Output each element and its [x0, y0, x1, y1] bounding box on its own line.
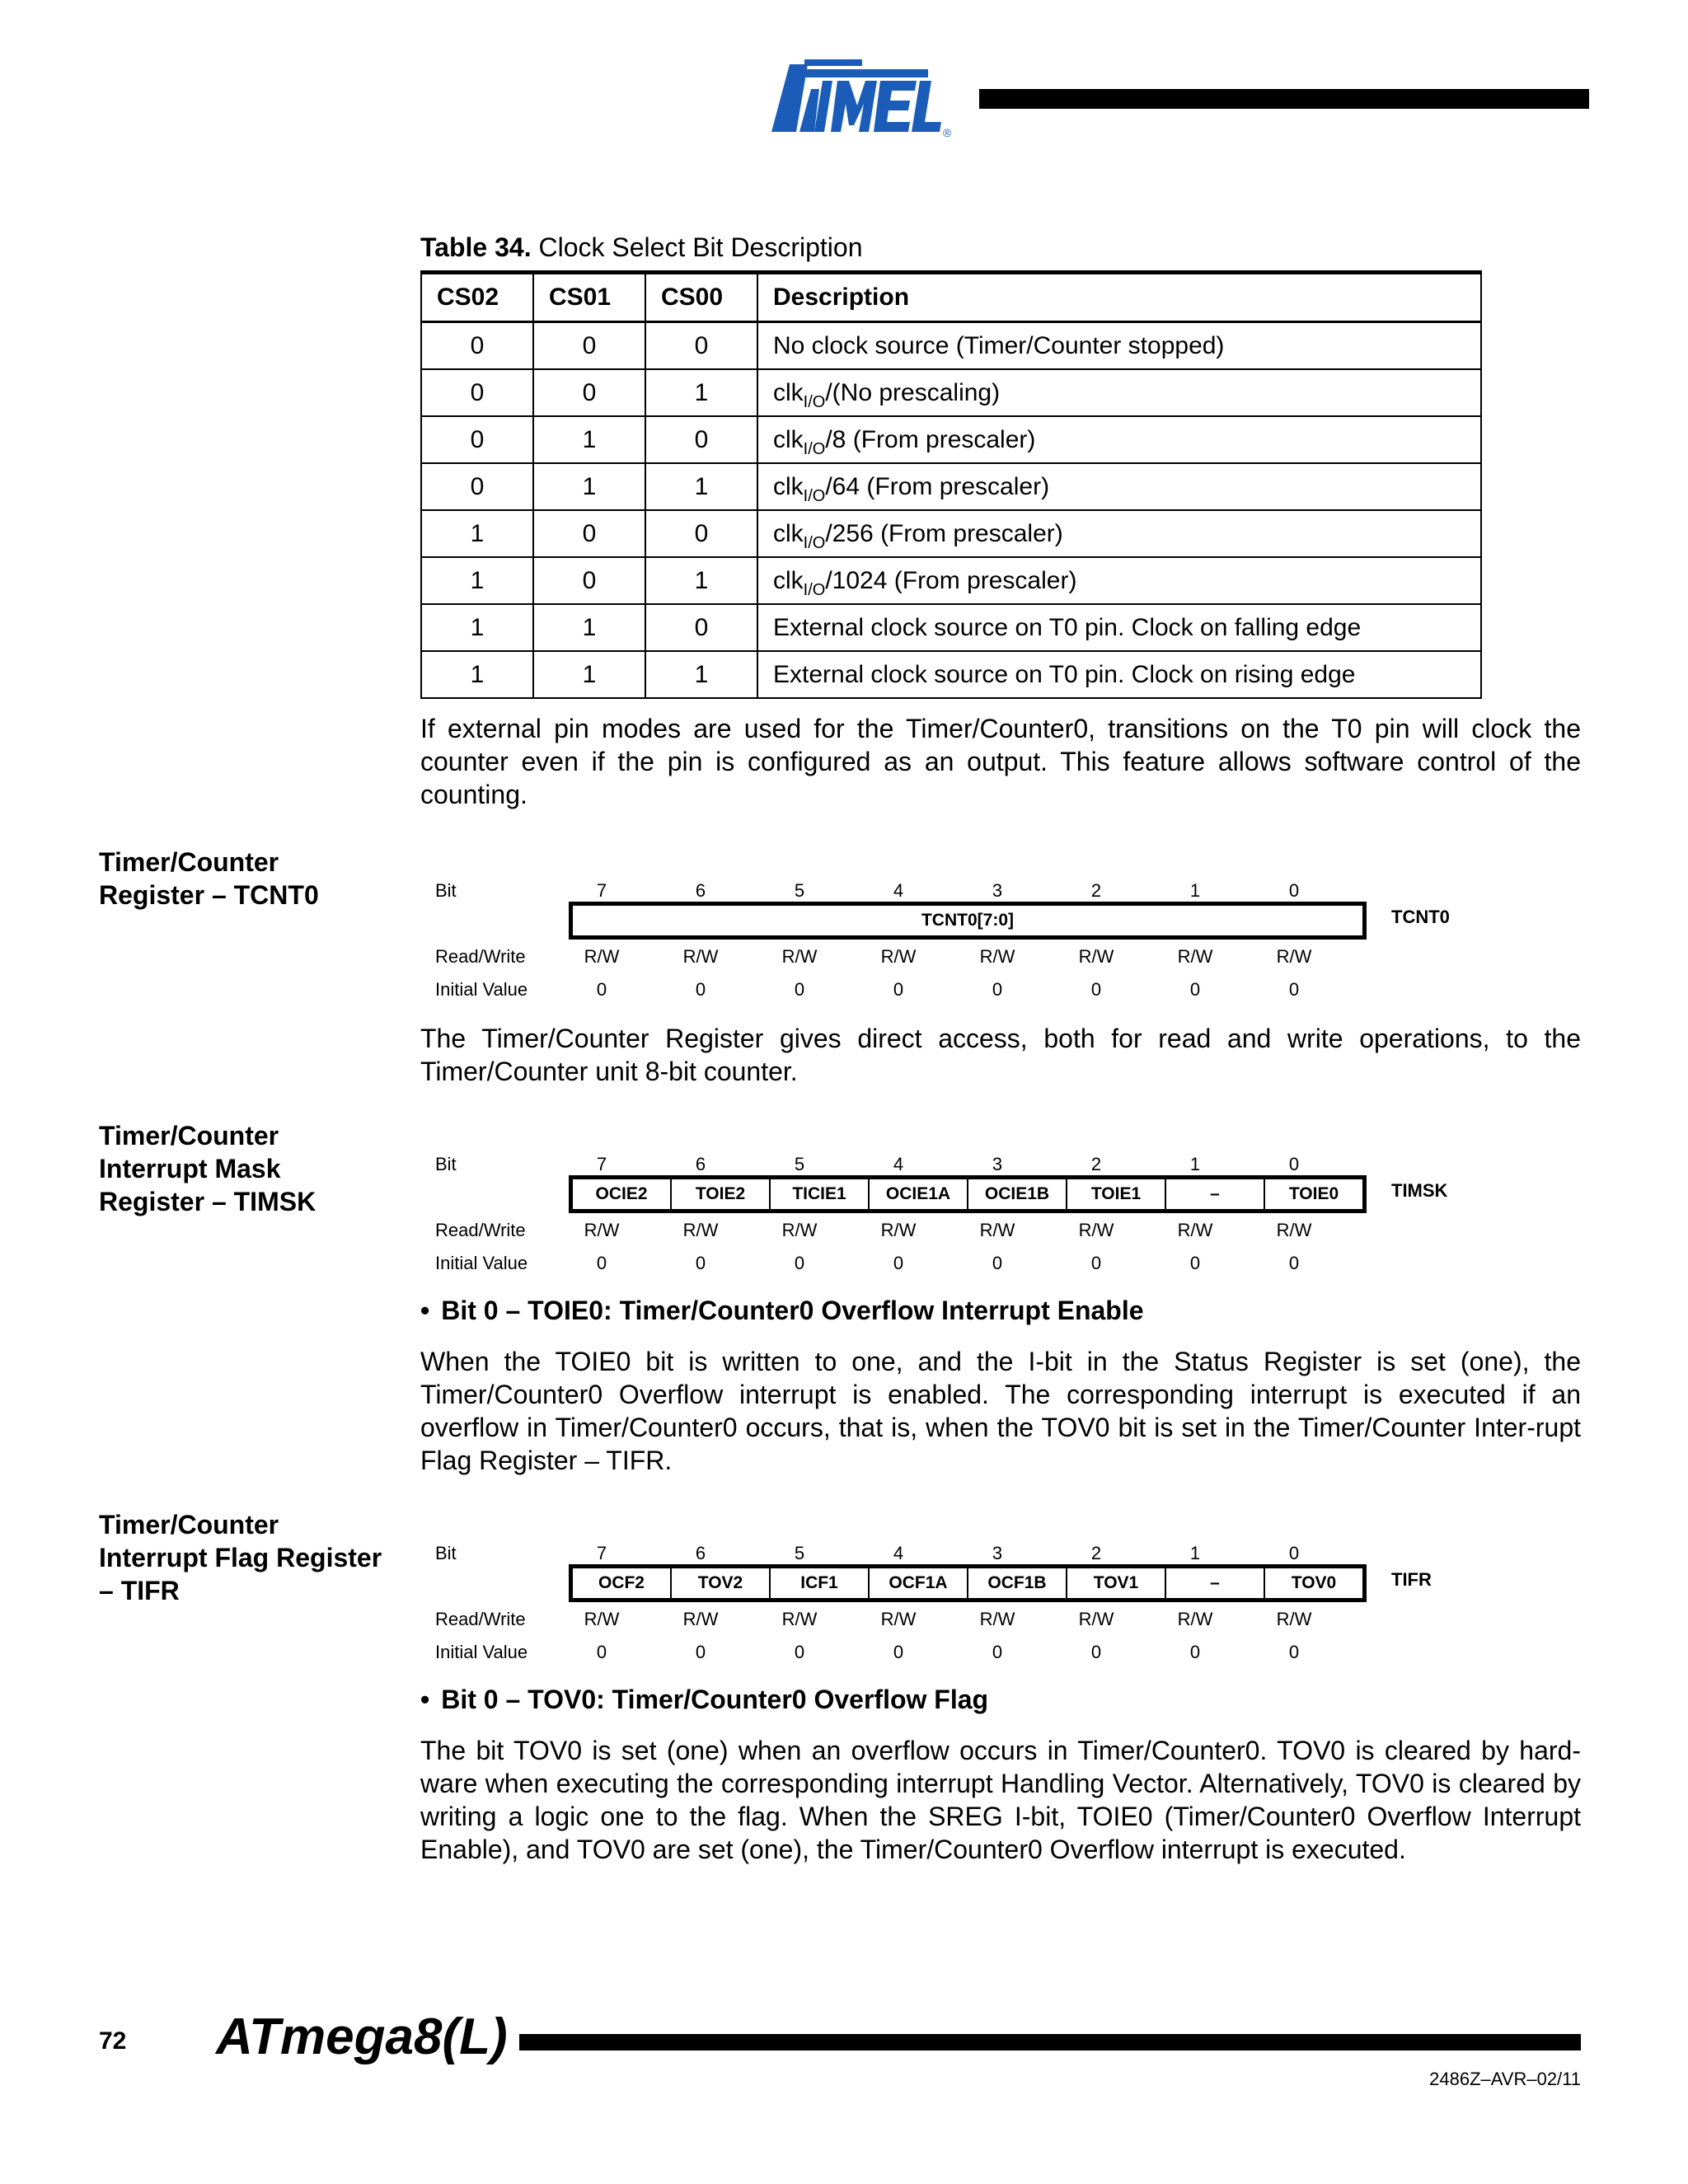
- register-name: TIMSK: [1391, 1180, 1448, 1201]
- read-write-value: R/W: [682, 1220, 719, 1240]
- initial-value: 0: [1288, 1642, 1300, 1662]
- initial-value: 0: [1090, 1253, 1102, 1273]
- initial-value: 0: [596, 1253, 607, 1273]
- bit-number: 7: [596, 1154, 607, 1174]
- logo-registered-mark: ®: [943, 126, 952, 138]
- footer-rule: [519, 2034, 1581, 2050]
- table-caption: [420, 232, 863, 263]
- description-text: External clock source on T0 pin. Clock on rising edge: [773, 660, 1356, 688]
- read-write-value: R/W: [1276, 1220, 1312, 1240]
- register-name: TCNT0: [1391, 907, 1450, 927]
- description-subscript: I/O: [803, 486, 826, 505]
- description-suffix: /256 (From prescaler): [825, 519, 1063, 547]
- register-bit-fields: [569, 1175, 1367, 1213]
- initial-value: 0: [992, 979, 1003, 1000]
- description-text: clk: [773, 566, 804, 594]
- cell-cs00: 1: [645, 369, 757, 416]
- bit-number: 1: [1189, 880, 1201, 901]
- read-write-value: R/W: [1177, 1609, 1213, 1629]
- initial-value: 0: [596, 979, 607, 1000]
- cell-description: [757, 557, 1481, 604]
- cell-cs01: 0: [533, 510, 645, 557]
- read-write-value: R/W: [1078, 946, 1114, 967]
- bit-number: 6: [695, 1154, 706, 1174]
- description-subscript: I/O: [803, 533, 826, 552]
- cell-cs00: 1: [645, 463, 757, 510]
- description-text: No clock source (Timer/Counter stopped): [773, 331, 1225, 359]
- bit-field: TOV2: [672, 1568, 771, 1598]
- initial-value: 0: [695, 1253, 706, 1273]
- read-write-value: R/W: [1177, 946, 1213, 967]
- bit-field: –: [1166, 1568, 1265, 1598]
- bit-field: TOIE0: [1288, 1184, 1339, 1203]
- bit-number: 1: [1189, 1543, 1201, 1563]
- bit-field: TOV1: [1067, 1568, 1166, 1598]
- cell-cs01: 0: [533, 557, 645, 604]
- bit-number: 5: [794, 880, 805, 901]
- description-text: External clock source on T0 pin. Clock on falling edge: [773, 613, 1362, 641]
- description-text: clk: [773, 378, 804, 406]
- cell-cs02: 0: [421, 322, 533, 370]
- cell-description: [757, 651, 1481, 698]
- bit-row-label: Bit: [435, 1154, 457, 1174]
- tcnt0-register-diagram: [429, 880, 1500, 1012]
- initial-value-label: Initial Value: [435, 979, 528, 1000]
- table-row: [421, 510, 1481, 557]
- header-cs00: CS00: [645, 273, 757, 322]
- bit-row-label: Bit: [435, 880, 457, 901]
- bit-number: 3: [992, 1543, 1003, 1563]
- description-suffix: /64 (From prescaler): [825, 472, 1050, 500]
- external-pin-paragraph: If external pin modes are used for the Timer/Counter0, transitions on the T0 pin will clock the counter even if the pin is configured as an output. This feature allows software control of the counting.: [420, 714, 1581, 809]
- cell-cs02: 1: [421, 651, 533, 698]
- initial-value: 0: [794, 1253, 805, 1273]
- read-write-value: R/W: [1276, 1609, 1312, 1629]
- bit-field: ICF1: [771, 1568, 870, 1598]
- cell-cs01: 1: [533, 651, 645, 698]
- initial-value: 0: [1090, 979, 1102, 1000]
- initial-value: 0: [1288, 979, 1300, 1000]
- bit-field: TOIE2: [672, 1179, 771, 1209]
- initial-value: 0: [893, 979, 904, 1000]
- description-suffix: /1024 (From prescaler): [825, 566, 1077, 594]
- tifr-bullet-text: Bit 0 – TOV0: Timer/Counter0 Overflow Flag: [441, 1685, 989, 1714]
- read-write-value: R/W: [1276, 946, 1312, 967]
- bit-field: OCF1A: [870, 1568, 968, 1598]
- cell-description: [757, 369, 1481, 416]
- bit-number: 1: [1189, 1154, 1201, 1174]
- initial-value: 0: [695, 1642, 706, 1662]
- initial-value: 0: [893, 1253, 904, 1273]
- timsk-heading-line1: Timer/Counter: [99, 1121, 279, 1151]
- bit-number: 3: [992, 1154, 1003, 1174]
- bit-field: TCNT0[7:0]: [921, 911, 1014, 930]
- bit-number: 2: [1090, 880, 1102, 901]
- cell-cs02: 1: [421, 604, 533, 651]
- read-write-value: R/W: [584, 1609, 620, 1629]
- tcnt0-heading-line1: Timer/Counter: [99, 847, 279, 877]
- cell-cs01: 0: [533, 322, 645, 370]
- initial-value: 0: [893, 1642, 904, 1662]
- header-description: Description: [757, 273, 1481, 322]
- read-write-value: R/W: [880, 946, 917, 967]
- bit-number: 5: [794, 1543, 805, 1563]
- read-write-value: R/W: [682, 946, 719, 967]
- read-write-value: R/W: [1078, 1220, 1114, 1240]
- initial-value: 0: [596, 1642, 607, 1662]
- tifr-heading-line3: – TIFR: [99, 1576, 180, 1605]
- bit-number: 7: [596, 880, 607, 901]
- timsk-side-heading: [99, 1119, 404, 1218]
- initial-value: 0: [992, 1642, 1003, 1662]
- table-row: [421, 651, 1481, 698]
- cell-cs00: 0: [645, 322, 757, 370]
- tifr-bullet: [420, 1685, 988, 1715]
- cell-cs00: 0: [645, 416, 757, 463]
- cell-cs02: 0: [421, 416, 533, 463]
- bit-number: 2: [1090, 1543, 1102, 1563]
- bit-number: 6: [695, 1543, 706, 1563]
- timsk-bullet: [420, 1296, 1144, 1326]
- read-write-value: R/W: [682, 1609, 719, 1629]
- table-row: [421, 557, 1481, 604]
- initial-value: 0: [1189, 1253, 1201, 1273]
- bit-field: OCF2: [573, 1568, 672, 1598]
- description-text: clk: [773, 472, 804, 500]
- tcnt0-heading-line2: Register – TCNT0: [99, 880, 319, 910]
- cell-description: [757, 463, 1481, 510]
- read-write-value: R/W: [1078, 1609, 1114, 1629]
- atmel-logo: [771, 56, 954, 138]
- bit-field: OCF1B: [968, 1568, 1067, 1598]
- table-row: [421, 604, 1481, 651]
- cell-cs02: 0: [421, 463, 533, 510]
- register-bit-fields: [569, 1564, 1367, 1602]
- initial-value: 0: [794, 1642, 805, 1662]
- cell-cs00: 0: [645, 510, 757, 557]
- bit-row-label: Bit: [435, 1543, 457, 1563]
- table-header-row: [421, 273, 1481, 322]
- bit-field: TOV0: [1291, 1573, 1337, 1592]
- bit-number: 3: [992, 880, 1003, 901]
- tcnt0-side-heading: [99, 846, 404, 912]
- header-rule: [979, 89, 1589, 109]
- initial-value-label: Initial Value: [435, 1642, 528, 1662]
- timsk-heading-line3: Register – TIMSK: [99, 1187, 316, 1216]
- timsk-description: When the TOIE0 bit is written to one, and the I-bit in the Status Register is set (one), the Timer/Counter0 Overflow interrupt is enabled. The corresponding interrupt is executed if an overflow in Timer/Counter0 occurs, that is, when the TOV0 bit is set in the Timer/Counter Inter-rupt Flag Register – TIFR.: [420, 1347, 1581, 1475]
- read-write-value: R/W: [781, 946, 818, 967]
- description-subscript: I/O: [803, 392, 826, 411]
- tifr-heading-line1: Timer/Counter: [99, 1510, 279, 1540]
- read-write-value: R/W: [880, 1220, 917, 1240]
- cell-description: [757, 416, 1481, 463]
- document-reference: 2486Z–AVR–02/11: [1429, 2069, 1581, 2089]
- description-text: clk: [773, 425, 804, 453]
- cell-description: [757, 510, 1481, 557]
- table-row: [421, 322, 1481, 370]
- header-cs01: CS01: [533, 273, 645, 322]
- read-write-value: R/W: [979, 946, 1015, 967]
- read-write-label: Read/Write: [435, 946, 526, 967]
- read-write-label: Read/Write: [435, 1220, 526, 1240]
- bit-field: TOIE1: [1067, 1179, 1166, 1209]
- cell-cs02: 0: [421, 369, 533, 416]
- header-cs02: CS02: [421, 273, 533, 322]
- cell-cs01: 1: [533, 416, 645, 463]
- register-name: TIFR: [1391, 1569, 1432, 1590]
- bit-field: OCIE2: [573, 1179, 672, 1209]
- tifr-side-heading: [99, 1508, 404, 1607]
- table-row: [421, 369, 1481, 416]
- read-write-value: R/W: [584, 946, 620, 967]
- cell-description: [757, 322, 1481, 370]
- read-write-label: Read/Write: [435, 1609, 526, 1629]
- table-caption-label: Table 34.: [420, 232, 532, 262]
- bit-number: 2: [1090, 1154, 1102, 1174]
- cell-cs00: 1: [645, 651, 757, 698]
- bullet-marker: •: [420, 1296, 430, 1325]
- initial-value: 0: [1189, 1642, 1201, 1662]
- bit-field: –: [1166, 1179, 1265, 1209]
- cell-cs02: 1: [421, 510, 533, 557]
- timsk-bullet-text: Bit 0 – TOIE0: Timer/Counter0 Overflow Interrupt Enable: [441, 1296, 1144, 1325]
- initial-value: 0: [695, 979, 706, 1000]
- description-subscript: I/O: [803, 580, 826, 599]
- initial-value: 0: [1090, 1642, 1102, 1662]
- read-write-value: R/W: [1177, 1220, 1213, 1240]
- table-caption-title: Clock Select Bit Description: [538, 232, 863, 262]
- cell-cs00: 0: [645, 604, 757, 651]
- bit-number: 4: [893, 1154, 904, 1174]
- timsk-heading-line2: Interrupt Mask: [99, 1154, 281, 1183]
- bit-number: 0: [1288, 1154, 1300, 1174]
- cell-cs01: 0: [533, 369, 645, 416]
- tifr-description: The bit TOV0 is set (one) when an overflow occurs in Timer/Counter0. TOV0 is cleared by hard-ware when executing the corresponding interrupt Handling Vector. Alternatively, TOV0 is cleared by writing a logic one to the flag. When the SREG I-bit, TOIE0 (Timer/Counter0 Overflow Interrupt Enable), and TOV0 are set (one), the Timer/Counter0 Overflow interrupt is executed.: [420, 1736, 1581, 1864]
- initial-value-label: Initial Value: [435, 1253, 528, 1273]
- bit-number: 0: [1288, 1543, 1300, 1563]
- cell-cs02: 1: [421, 557, 533, 604]
- tifr-heading-line2: Interrupt Flag Register: [99, 1543, 382, 1572]
- clock-select-table: [420, 270, 1482, 699]
- bit-field: OCIE1A: [870, 1179, 968, 1209]
- bit-number: 7: [596, 1543, 607, 1563]
- tifr-register-diagram: [429, 1543, 1500, 1675]
- table-row: [421, 416, 1481, 463]
- cell-cs00: 1: [645, 557, 757, 604]
- read-write-value: R/W: [979, 1220, 1015, 1240]
- cell-cs01: 1: [533, 463, 645, 510]
- register-bit-fields: [569, 902, 1367, 940]
- bit-field: OCIE1B: [968, 1179, 1067, 1209]
- description-subscript: I/O: [803, 439, 826, 458]
- bit-number: 4: [893, 880, 904, 901]
- table-row: [421, 463, 1481, 510]
- description-text: clk: [773, 519, 804, 547]
- logo-text: ATMEL: [771, 56, 775, 57]
- tcnt0-description: The Timer/Counter Register gives direct access, both for read and write operations, to the Timer/Counter unit 8-bit counter.: [420, 1024, 1581, 1086]
- description-suffix: /(No prescaling): [825, 378, 1001, 406]
- read-write-value: R/W: [781, 1220, 818, 1240]
- bit-field: TICIE1: [771, 1179, 870, 1209]
- initial-value: 0: [1189, 979, 1201, 1000]
- bit-number: 4: [893, 1543, 904, 1563]
- page-number: 72: [99, 2027, 127, 2055]
- read-write-value: R/W: [781, 1609, 818, 1629]
- initial-value: 0: [794, 979, 805, 1000]
- bullet-marker: •: [420, 1685, 430, 1714]
- initial-value: 0: [992, 1253, 1003, 1273]
- description-suffix: /8 (From prescaler): [825, 425, 1036, 453]
- read-write-value: R/W: [880, 1609, 917, 1629]
- timsk-register-diagram: [429, 1154, 1500, 1286]
- bit-number: 5: [794, 1154, 805, 1174]
- initial-value: 0: [1288, 1253, 1300, 1273]
- cell-cs01: 1: [533, 604, 645, 651]
- bit-number: 6: [695, 880, 706, 901]
- read-write-value: R/W: [979, 1609, 1015, 1629]
- cell-description: [757, 604, 1481, 651]
- chip-name: ATmega8(L): [216, 2008, 508, 2065]
- bit-number: 0: [1288, 880, 1300, 901]
- read-write-value: R/W: [584, 1220, 620, 1240]
